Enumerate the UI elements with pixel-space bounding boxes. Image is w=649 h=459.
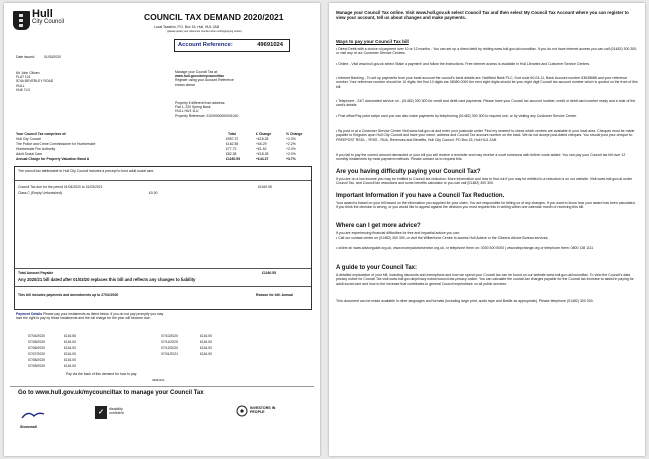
instalment-amount: £116.00: [64, 346, 77, 350]
property-line: Flat 1, 220 Spring Bank: [175, 105, 211, 110]
breakdown-row-change: +£18.28: [256, 152, 269, 156]
hull-crest-icon: [13, 11, 30, 30]
class-amount: £0.00: [149, 191, 158, 195]
instalment-date: 07/08/2020: [28, 358, 45, 362]
pay-code: 49691024: [152, 378, 165, 382]
breakdown-row-pct: +2.0%: [286, 137, 296, 141]
instalment-date: 07/11/2020: [161, 340, 178, 344]
iip-icon: [236, 405, 248, 417]
breakdown-row-label: The Police and Crime Commissioner for Humberside: [16, 142, 96, 146]
breakdown-row-total: £77.72: [226, 147, 237, 151]
instalment-amount: £116.00: [64, 358, 77, 362]
pay-method-internet-banking: • Internet Banking - To set up payments from your bank account the council's bank details are: NatWest Bank PLC, Sort code 60-04-11, Bank Account number 63638688 and your reference number. Your reference number should be 10 digits: the first 10 digits are 08080 0000 the next eight digits should be your eight digit Council tax account number which is quoted on the front of this bill.: [336, 76, 638, 89]
breakdown-total-value: £1160.55: [226, 157, 240, 161]
date-issued-label: Date issued:: [16, 55, 35, 59]
breakdown-row-total: £82.38: [226, 152, 237, 156]
breakdown-row-total: £957.37: [226, 137, 239, 141]
adult-social-care-notice: The council tax attributable to Hull City Council includes a precept to fund adult social care.: [18, 169, 155, 173]
stonewall-logo-text: Stonewall: [20, 425, 37, 429]
council-logo-subtitle: City Council: [32, 19, 65, 25]
breakdown-total-change: +£44.37: [256, 157, 269, 161]
council-logo-name: Hull: [32, 8, 53, 20]
instalment-date: 07/05/2020: [28, 340, 45, 344]
bill-back-page: [329, 3, 645, 456]
date-issued-value: 01/03/2020: [44, 55, 61, 59]
instalment-amount: £116.00: [64, 364, 77, 368]
breakdown-row-total: £162.55: [226, 142, 239, 146]
council-address: Local Taxation, P.O. Box 15, Hull, HU1 2AB: [154, 25, 220, 29]
recipient-address: [16, 71, 53, 92]
col-total: Total: [228, 132, 236, 136]
guide-text: A detailed explanation of your bill, including discounts and exemptions and how we spend your Council tax can be found on our website www.hull.gov.uk/counciltax. To view the Council's data privacy notice for Council Tax visit www.hull.gov.uk/privacy notice/council-tax-privacy-notice. You can calculate the council-tax charges payable for the Council tax increase to assist in paying for adult social care and how to the increase that contributes to general Council expenditure on all public services.: [336, 273, 634, 286]
account-reference-value: 49691024: [257, 42, 283, 48]
breakdown-row-change: +£1.52: [256, 147, 267, 151]
instalment-date: 07/06/2020: [28, 346, 45, 350]
pay-method-post-office: • Post office/Pay point swipe card you can also make payments by telephoning (01482) 300 300 to request one, or by visiting any Customer Service Centre.: [336, 114, 578, 118]
col-change: £ Change: [256, 132, 272, 136]
pay-method-post: • By post or at a Customer Service Centre Visit www.hull.gov.uk and enter your postcode under 'Find my nearest' to check which centres are available in your local area. Cheques must be made payable to Kingston upon Hull City Council and have your name, address and Council Tax account number on the back. We do not accept post-dated cheques. You should post your cheque to: FREEPOST RSSL - YRSS - RUA, Revenues and Benefits, Hull City Council, PO Box 15, Hull HU1 2AB.: [336, 129, 635, 142]
reason-for-bill: Reason for bill: Annual: [256, 293, 293, 297]
divider: [10, 386, 314, 387]
stonewall-logo: [20, 407, 46, 429]
breakdown-heading: Your Council Tax comprises of:: [16, 132, 67, 136]
payment-details-heading: Payment Details: [16, 312, 43, 316]
property-info: [175, 101, 238, 118]
payment-details: [16, 312, 166, 320]
instalment-date: 07/07/2020: [28, 352, 45, 356]
breakdown-row-pct: +2.0%: [286, 147, 296, 151]
iip-text: INVESTORS IN PEOPLE: [250, 406, 276, 415]
recipient-line: Mr John Citizen: [16, 71, 40, 75]
instalment-date: 07/04/2020: [28, 334, 45, 338]
difficulty-heading: Are you having difficulty paying your Council Tax?: [336, 169, 481, 175]
col-pct: % Change: [286, 132, 303, 136]
replaces-bill-notice: Any 2020/21 bill dated after 01/03/20 replaces this bill and reflects any changes to liability: [18, 277, 196, 282]
instalment-amount: £116.00: [200, 334, 213, 338]
pay-note: Pay via the back of this demand for how to pay.: [66, 372, 137, 376]
class-line: Class C (Empty Unfurnished): [18, 191, 62, 195]
advice-item: • Call our contact centre on (01482) 300 300, or visit the Wilberforce Centre to access Hull Advice or the Citizens Advice Bureau services.: [336, 236, 549, 240]
instalment-date: 07/01/2021: [161, 352, 178, 356]
breakdown-total-pct: +3.7%: [286, 157, 296, 161]
account-reference-label: Account Reference:: [178, 42, 233, 48]
divider: [14, 286, 311, 287]
manage-line: Manage your Council Tax at:: [175, 70, 218, 74]
payment-details-intro: Please pay your instalments as listed below. If you do not pay promptly you may lose the right to pay by these instalments and the full charge for the year will become due.: [16, 312, 164, 321]
period-amount: £1160.55: [258, 185, 272, 189]
guide-heading: A guide to your Council Tax:: [336, 265, 417, 271]
recipient-line: HU6 7LG: [16, 87, 31, 92]
divider: [14, 180, 311, 181]
document-title: COUNCIL TAX DEMAND 2020/2021: [144, 12, 284, 22]
recipient-line: HULL: [16, 83, 25, 88]
total-payable-label: Total Amount Payable: [18, 271, 54, 275]
account-reference-box: [174, 39, 290, 52]
manage-online-intro: Manage your Council Tax online. Visit www.hull.gov.uk select Council Tax and then select My Council Tax Account where you can register to view your account, tell us about changes and make payments.: [336, 10, 629, 21]
instalment-date: 07/09/2020: [28, 364, 45, 368]
property-line: Property if different from address:: [175, 101, 226, 105]
breakdown-total-label: Annual Charge for Property Valuation Band A: [16, 157, 90, 161]
difficulty-text: If you are on a low income you may be entitled to Council tax reduction. More information and how to find out if you may be entitled to a reduction is on our website. Visit www.hull.gov.uk under Council Tax, and Council tax reductions and some benefits calculator or you can call (01482) 300 300.: [336, 177, 633, 186]
period-line: Council Tax due for the period 01/04/2020 to 31/03/2021: [18, 185, 103, 189]
divider: [14, 268, 311, 269]
recipient-line: FLAT 101: [16, 75, 31, 80]
pay-method-online: • Online - Visit www.hull.gov.uk select 'Make a payment' and follow the instructions. Free internet access is available in Hull Libraries and Customer Service Centres.: [336, 62, 591, 66]
manage-url-link[interactable]: www.hull.gov.uk/mycounciltax: [175, 74, 224, 79]
breakdown-row-label: Adult Social Care: [16, 152, 43, 156]
bill-front-page: [4, 3, 320, 456]
property-line: HULL HU3 1LU: [175, 109, 199, 114]
breakdown-row-pct: +2.2%: [286, 142, 296, 146]
breakdown-row-label: Humberside Fire Authority: [16, 147, 56, 151]
footer-manage-link[interactable]: Go to www.hull.gov.uk/mycounciltax to manage your Council Tax: [18, 390, 204, 396]
manage-line: shown above: [175, 82, 195, 87]
manage-line: Register using your Account Reference: [175, 78, 234, 83]
instalment-date: 07/12/2020: [161, 346, 178, 350]
instalment-amount: £116.00: [200, 352, 213, 356]
manage-online-info: [175, 70, 234, 87]
recipient-line: 574A BEVERLEY ROAD: [16, 79, 54, 84]
pay-method-direct-debit: • Direct Debit with a choice of payment over 10 or 12 months - You can set up a direct debit by visiting www.hull.gov.uk/counciltax. If you do not have internet access you can call (01482) 300 300, or visit any of our Customer Service Centres.: [336, 47, 638, 56]
pay-method-telephone: • Telephone - 24/7 automated service on - (01482) 300 300 for credit and debit card payments. Please have your Council tax account number, credit or debit card number ready and a note of the card's details.: [336, 99, 636, 108]
investors-in-people-logo: [236, 403, 296, 423]
breakdown-row-pct: +2.0%: [286, 152, 296, 156]
reference-hint: (please quote your reference number when writing/paying online): [167, 30, 242, 33]
property-reference: Property Reference: 21000000000001040: [175, 113, 239, 118]
includes-payments-notice: This bill includes payments and amendments up to 27/02/2020: [18, 293, 119, 297]
instalment-date: 07/10/2020: [161, 334, 178, 338]
reduction-text: Your award is based on your bill based on the information you supplied for your claim. You are responsible for telling us of any changes. If you want to know how your award has been calculated, if you think the decision is wrong, or you would like to appeal against the decision you must request this in writing within one calendar month of receiving this bill.: [336, 201, 636, 210]
breakdown-row-label: Hull City Council: [16, 137, 41, 141]
disability-confident-text: disability confident: [109, 407, 124, 415]
ways-to-pay-heading: Ways to pay your Council Tax bill: [336, 39, 409, 44]
advice-item: • online at: www.adviceguide.org.uk, www.moneyadviceservice.org.uk, or telephone them on: 0300 500 5000 | www.stepchange.org or telephone them: 0800 138 1111: [336, 246, 594, 250]
instalment-amount: £116.00: [64, 352, 77, 356]
advice-text: If you are experiencing financial difficulties for free and impartial advice you can:: [336, 231, 460, 235]
breakdown-row-change: +£18.28: [256, 137, 269, 141]
breakdown-row-change: +£6.29: [256, 142, 267, 146]
instalment-amount: £116.00: [200, 340, 213, 344]
arrears-notice: If you fail to pay the correct amount demanded or your bill you will receive a reminder and may receive a court summons with further costs added. You can pay your Council tax bill over 12 monthly instalments by most payment methods. Please contact us to request this.: [336, 153, 626, 162]
advice-heading: Where can I get more advice?: [336, 223, 421, 229]
alternative-formats-text: This document can be made available in other languages and formats (including large print, audio tape and Braille as appropriate). Please telephone (01482) 300 300.: [336, 299, 594, 303]
instalment-amount: £116.00: [64, 340, 77, 344]
disability-confident-logo: ✓ disability confident: [95, 405, 137, 421]
instalment-amount: £116.55: [64, 334, 77, 338]
total-payable-amount: £1160.55: [262, 271, 276, 275]
reduction-heading: Important Information if you have a Council Tax Reduction.: [336, 193, 505, 199]
instalment-amount: £116.00: [200, 346, 213, 350]
